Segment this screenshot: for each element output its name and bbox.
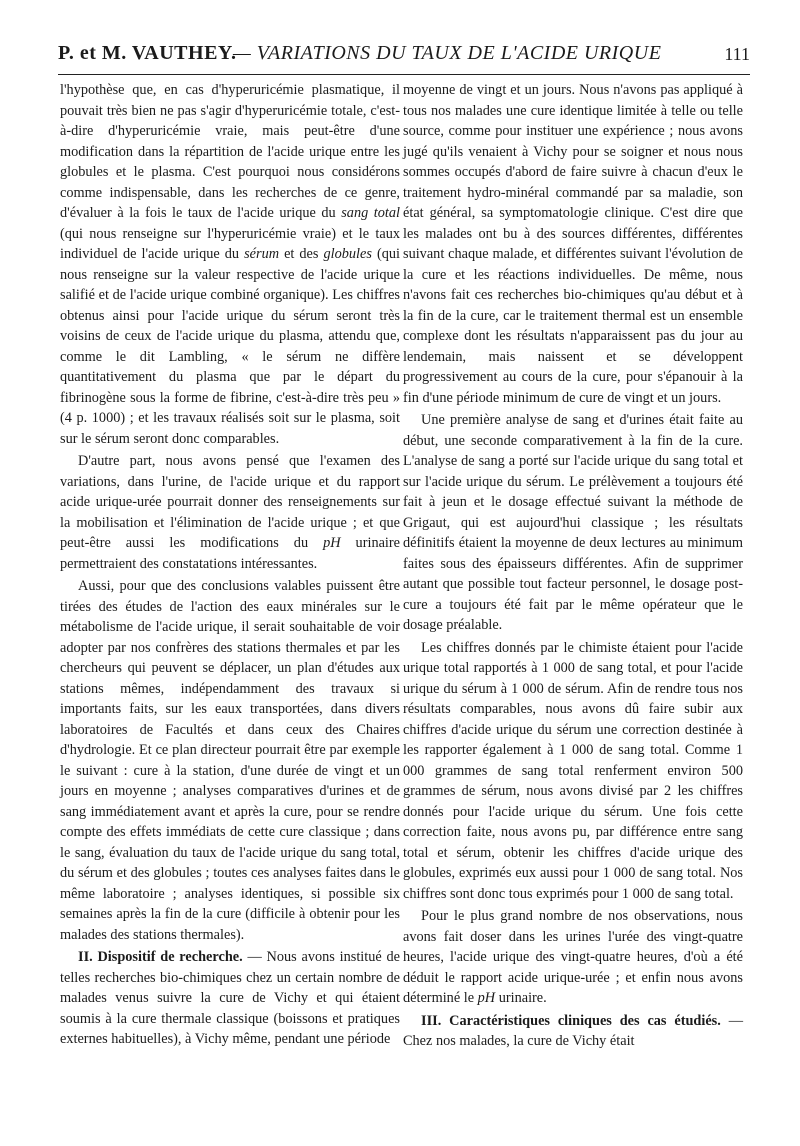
header-title: — VARIATIONS DU TAUX DE L'ACIDE URIQUE <box>233 42 662 64</box>
text-run: (qui nous renseigne sur la valeur respective de l'acide urique salifié et de l'acide urique combiné organique). Les chiffres obtenus ainsi pour l'acide urique du sérum seront très voisins de ceux de l'acide urique du plasma, attendu que, comme le dit Lambling, « le sérum ne diffère quantitativement du plasma que par le départ du fibrinogène sous la forme de fibrine, c'est-à-dire très peu » (4 p. 1000) ; et les travaux réalisés soit sur le plasma, soit sur le sérum seront donc comparables. <box>60 246 400 447</box>
paragraph-urine-dosage <box>403 906 743 1009</box>
italic-term: pH <box>477 990 496 1006</box>
page-number: 111 <box>724 44 750 64</box>
section-heading-caracteristiques: III. Caractéristiques cliniques des cas étudiés. <box>421 1012 721 1029</box>
right-column <box>403 80 743 1052</box>
text-run: — Nous avons institué de telles recherches bio-chimiques chez un certain nombre de malades venus suivre la cure de Vichy et qui étaient soumis à la cure thermale classique (boissons et pratiques externes habituelles), à Vichy même, pendant une période <box>60 949 400 1047</box>
text-run: urinaire. <box>495 990 547 1006</box>
text-run: et des <box>279 246 324 262</box>
left-column <box>60 80 400 1050</box>
paragraph-chemist-figures: Les chiffres donnés par le chimiste étaient pour l'acide urique total rapportés à 1 000 de sang total, et pour l'acide urique du sérum à 1 000 de sérum. Afin de rendre tous nos résultats comparables, nous avons dû faire subir aux chiffres d'acide urique du sérum une correction destinée à les rapporter également à 1 000 de sang total. Comme 1 000 grammes de sang total renferment environ 500 grammes de sérum, nous avons divisé par 2 les chiffres donnés pour l'acide urique du sérum. Une fois cette correction faite, nous avons pu, par différence entre sang total et sérum, obtenir les chiffres d'acide urique des globules, exprimés eux aussi pour 1 000 de sang total. Nos chiffres sont donc tous exprimés pour 1 000 de sang total. <box>403 639 743 902</box>
paragraph-study-plan: Aussi, pour que des conclusions valables puissent être tirées des études de l'action des eaux minérales sur le métabolisme de l'acide urique, il serait souhaitable de voir adopter par nos confrères des stations thermales et par les chercheurs qui peuvent se déplacer, un plan d'études aux stations mêmes, indépendamment des travaux si importants faits, sur les eaux transportées, dans divers laboratoires de Facultés et dans ceux des Chaires d'hydrologie. Et ce plan directeur pourrait être par exemple le suivant : cure à la station, d'une durée de vingt et un jours en moyenne ; analyses comparatives d'urines et de sang immédiatement avant et après la cure, pour se rendre compte des effets immédiats de cette cure classique ; dans le sang, évaluation du taux de l'acide urique du sang total, du sérum et des globules ; toutes ces analyses faites dans le même laboratoire ; analyses identiques, si possible six semaines après la fin de la cure (difficile à obtenir pour les malades des stations thermales). <box>60 578 400 943</box>
text-run: l'hypothèse que, en cas d'hyperuricémie plasmatique, il pouvait très bien ne pas s'agir d'hyperuricémie totale, c'est-à-dire d'hyperuricémie vraie, mais peut-être d'une modification dans la répartition de l'acide urique entre les globules et le plasma. C'est pourquoi nous considérons comme indispensable, dans les recherches de ce genre, d'évaluer à la fois le taux de l'acide urique du <box>60 82 400 221</box>
italic-term: globules <box>323 246 372 262</box>
header-authors: P. et M. VAUTHEY. <box>58 42 237 64</box>
text-run: urinaire permettraient des constatations intéressantes. <box>60 535 401 572</box>
paragraph-urine-variations <box>60 451 400 574</box>
paragraph-section-three <box>403 1011 743 1052</box>
text-run: — Chez nos malades, la cure de Vichy était <box>403 1012 743 1049</box>
italic-term: pH <box>323 535 341 551</box>
italic-term: sang total <box>341 205 400 221</box>
text-run: D'autre part, nous avons pensé que l'examen des variations, dans l'urine, de l'acide urique et du rapport acide urique-urée pourrait donner des renseignements sur la mobilisation et l'élimination de l'acide urique ; et que peut-être aussi les modifications du <box>60 453 400 551</box>
paragraph-section-two <box>60 947 400 1050</box>
italic-term: sérum <box>244 246 280 262</box>
section-heading-dispositif: II. Dispositif de recherche. <box>78 949 243 965</box>
paragraph-hypothesis <box>60 80 400 449</box>
paragraph-analyses: Une première analyse de sang et d'urines était faite au début, une seconde comparativement à la fin de la cure. L'analyse de sang a porté sur l'acide urique du sang total et sur l'acide urique du sérum. Le prélèvement a toujours été fait à jeun et le dosage effectué suivant la méthode de Grigaut, qui est aujourd'hui classique ; les résultats définitifs étaient la moyenne de deux lectures au minimum faites sous des épaisseurs différentes. Afin de supprimer autant que possible tout facteur personnel, le dosage post-cure a toujours été fait par le même opérateur que le dosage préalable. <box>403 412 743 633</box>
text-run: (qui nous renseigne sur l'hyperuricémie vraie) et le taux individuel de l'acide urique du <box>60 225 400 262</box>
running-header <box>58 40 750 75</box>
text-run: Pour le plus grand nombre de nos observations, nous avons fait doser dans les urines l'urée des vingt-quatre heures, l'acide urique des vingt-quatre heures, d'où a été déduit le rapport acide urique-urée ; et enfin nous avons déterminé le <box>403 908 743 1006</box>
paragraph-cure-period: moyenne de vingt et un jours. Nous n'avons pas appliqué à tous nos malades une cure identique limitée à telle ou telle source, comme pour instituer une expérience ; nous avons jugé qu'ils venaient à Vichy pour se soigner et nous nous sommes occupés d'abord de faire suivre à chacun d'eux le traitement hydro-minéral commandé par sa maladie, son état général, sa symptomatologie clinique. C'est dire que les malades ont bu à des sources différentes, différentes suivant chaque malade, et différentes suivant l'évolution de la cure et les réactions individuelles. De même, nous n'avons fait ces recherches bio-chimiques qu'au début et à la fin de la cure, car le traitement thermal est un ensemble complexe dont les résultats n'apparaissent pas du jour au lendemain, mais naissent et se développent progressivement au cours de la cure, pour s'épanouir à la fin d'une période minimum de cure de vingt et un jours. <box>403 82 743 406</box>
